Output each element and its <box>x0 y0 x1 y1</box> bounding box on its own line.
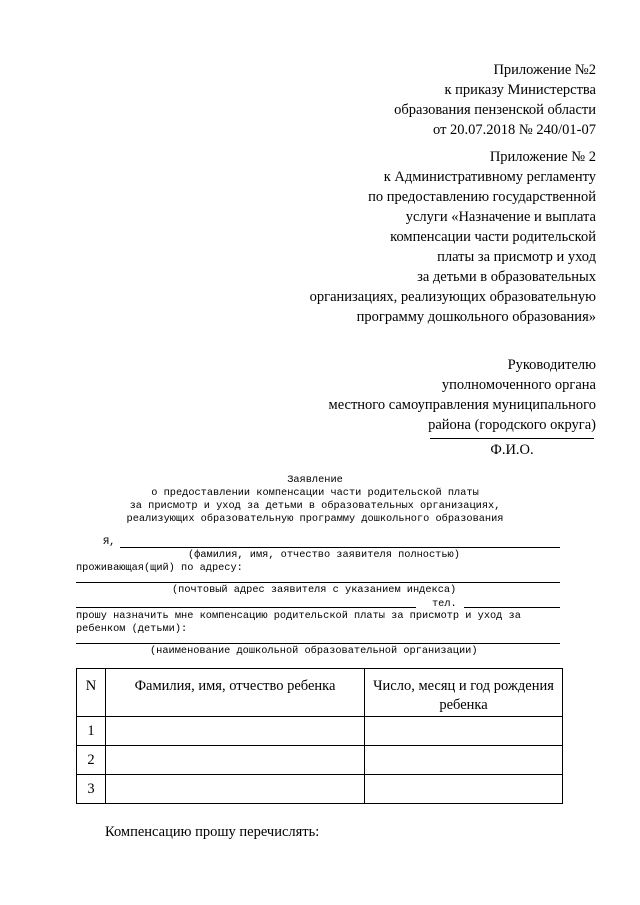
organization-field[interactable] <box>76 643 560 644</box>
appendix2-line: организациях, реализующих образовательную <box>309 289 596 305</box>
addressee-line: уполномоченного органа <box>441 377 596 393</box>
row-number: 2 <box>77 746 106 775</box>
phone-label: тел. <box>432 598 457 610</box>
child-name-cell[interactable] <box>106 746 365 775</box>
appendix2-line: по предоставлению государственной <box>368 189 596 205</box>
applicant-name-hint: (фамилия, имя, отчество заявителя полностью) <box>188 549 460 561</box>
ya-label: Я, <box>103 536 116 548</box>
row-number: 1 <box>77 717 106 746</box>
row-number: 3 <box>77 775 106 804</box>
request-text-line: ребенком (детьми): <box>76 623 188 635</box>
statement-subtitle-line: за присмотр и уход за детьми в образовательных организациях, <box>129 500 501 512</box>
table-row <box>77 746 563 775</box>
appendix2-line: за детьми в образовательных <box>417 269 596 285</box>
payment-request-text: Компенсацию прошу перечислять: <box>105 824 320 840</box>
appendix-ministry: образования пензенской области <box>394 102 596 118</box>
appendix2-line: к Административному регламенту <box>383 169 596 185</box>
addressee-block <box>329 355 596 435</box>
column-header-n: N <box>77 669 106 717</box>
child-birthdate-cell[interactable] <box>365 717 563 746</box>
appendix2-line: программу дошкольного образования» <box>356 309 596 325</box>
applicant-name-field[interactable] <box>120 547 560 548</box>
child-birthdate-cell[interactable] <box>365 746 563 775</box>
addressee-line: района (городского округа) <box>428 417 596 433</box>
statement-header <box>60 474 570 526</box>
statement-title: Заявление <box>287 474 343 486</box>
child-name-cell[interactable] <box>106 717 365 746</box>
address-field[interactable] <box>76 582 560 583</box>
statement-subtitle-line: о предоставлении компенсации части родительской платы <box>151 487 479 499</box>
table-row <box>77 717 563 746</box>
child-birthdate-cell[interactable] <box>365 775 563 804</box>
appendix-regulation-block <box>310 147 596 327</box>
table-row <box>77 775 563 804</box>
table-header-row <box>77 669 563 717</box>
appendix-order-date: от 20.07.2018 № 240/01-07 <box>433 122 596 138</box>
appendix2-number: Приложение № 2 <box>489 149 596 165</box>
appendix2-line: платы за присмотр и уход <box>437 249 596 265</box>
appendix-order-block <box>394 60 596 140</box>
appendix2-line: компенсации части родительской <box>390 229 596 245</box>
column-header-name: Фамилия, имя, отчество ребенка <box>106 669 365 717</box>
appendix2-line: услуги «Назначение и выплата <box>405 209 596 225</box>
request-text-line: прошу назначить мне компенсацию родительской платы за присмотр и уход за <box>76 610 521 622</box>
children-table <box>76 668 563 804</box>
address-hint: (почтовый адрес заявителя с указанием индекса) <box>172 584 457 596</box>
appendix-order-ref: к приказу Министерства <box>444 82 596 98</box>
fio-label: Ф.И.О. <box>490 442 534 458</box>
addressee-line: местного самоуправления муниципального <box>328 397 596 413</box>
residing-label: проживающая(щий) по адресу: <box>76 562 243 574</box>
phone-field[interactable] <box>464 607 560 608</box>
organization-hint: (наименование дошкольной образовательной организации) <box>150 645 478 657</box>
fio-signature-line <box>430 438 594 439</box>
addressee-line: Руководителю <box>507 357 596 373</box>
column-header-birthdate: Число, месяц и год рождения ребенка <box>365 669 563 717</box>
statement-subtitle-line: реализующих образовательную программу дошкольного образования <box>126 513 504 525</box>
address-field-cont[interactable] <box>76 607 416 608</box>
child-name-cell[interactable] <box>106 775 365 804</box>
appendix-number: Приложение №2 <box>493 62 596 78</box>
